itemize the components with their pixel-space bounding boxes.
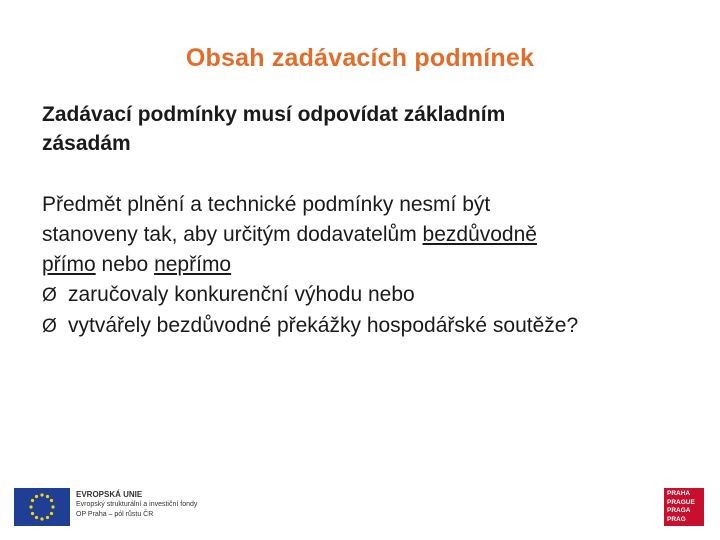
underlined-word: přímo: [42, 253, 96, 276]
eu-text: [76, 490, 197, 520]
slide-body: [42, 190, 682, 342]
bullet-arrow-icon: Ø: [42, 285, 57, 306]
bullet-item: [42, 280, 682, 311]
underlined-word: nepřímo: [154, 253, 232, 276]
bullet-text: zaručovaly konkurenční výhodu nebo: [68, 283, 415, 306]
underlined-word: bezdůvodně: [422, 223, 537, 246]
praha-line: PRAG: [667, 515, 686, 523]
bullet-text: vytvářely bezdůvodné překážky hospodářské soutěže?: [68, 314, 579, 337]
slide-title: Obsah zadávacích podmínek: [185, 44, 535, 72]
praha-logo: [664, 488, 704, 526]
eu-flag-icon: [14, 488, 70, 526]
paragraph-line-2: [42, 220, 682, 250]
bullet-arrow-icon: Ø: [42, 316, 57, 337]
subtitle-line-2: zásadám: [42, 132, 131, 155]
eu-line: OP Praha – pól růstu ČR: [76, 511, 154, 518]
eu-line: Evropský strukturální a investiční fondy: [76, 501, 198, 508]
bullet-item: [42, 311, 682, 342]
paragraph-line-3: [42, 250, 682, 280]
eu-title: EVROPSKÁ UNIE: [76, 490, 143, 499]
praha-line: PRAGUE: [667, 498, 695, 506]
praha-line: PRAHA: [667, 490, 691, 497]
slide-subtitle: [42, 100, 642, 158]
paragraph-text: nebo: [95, 253, 155, 276]
praha-line: PRAGA: [667, 507, 691, 514]
paragraph-line-1: Předmět plnění a technické podmínky nesmí být: [42, 193, 491, 216]
eu-logo: [14, 488, 214, 528]
paragraph-text: stanoveny tak, aby určitým dodavatelům: [42, 223, 423, 246]
subtitle-line-1: Zadávací podmínky musí odpovídat základním: [42, 103, 506, 126]
